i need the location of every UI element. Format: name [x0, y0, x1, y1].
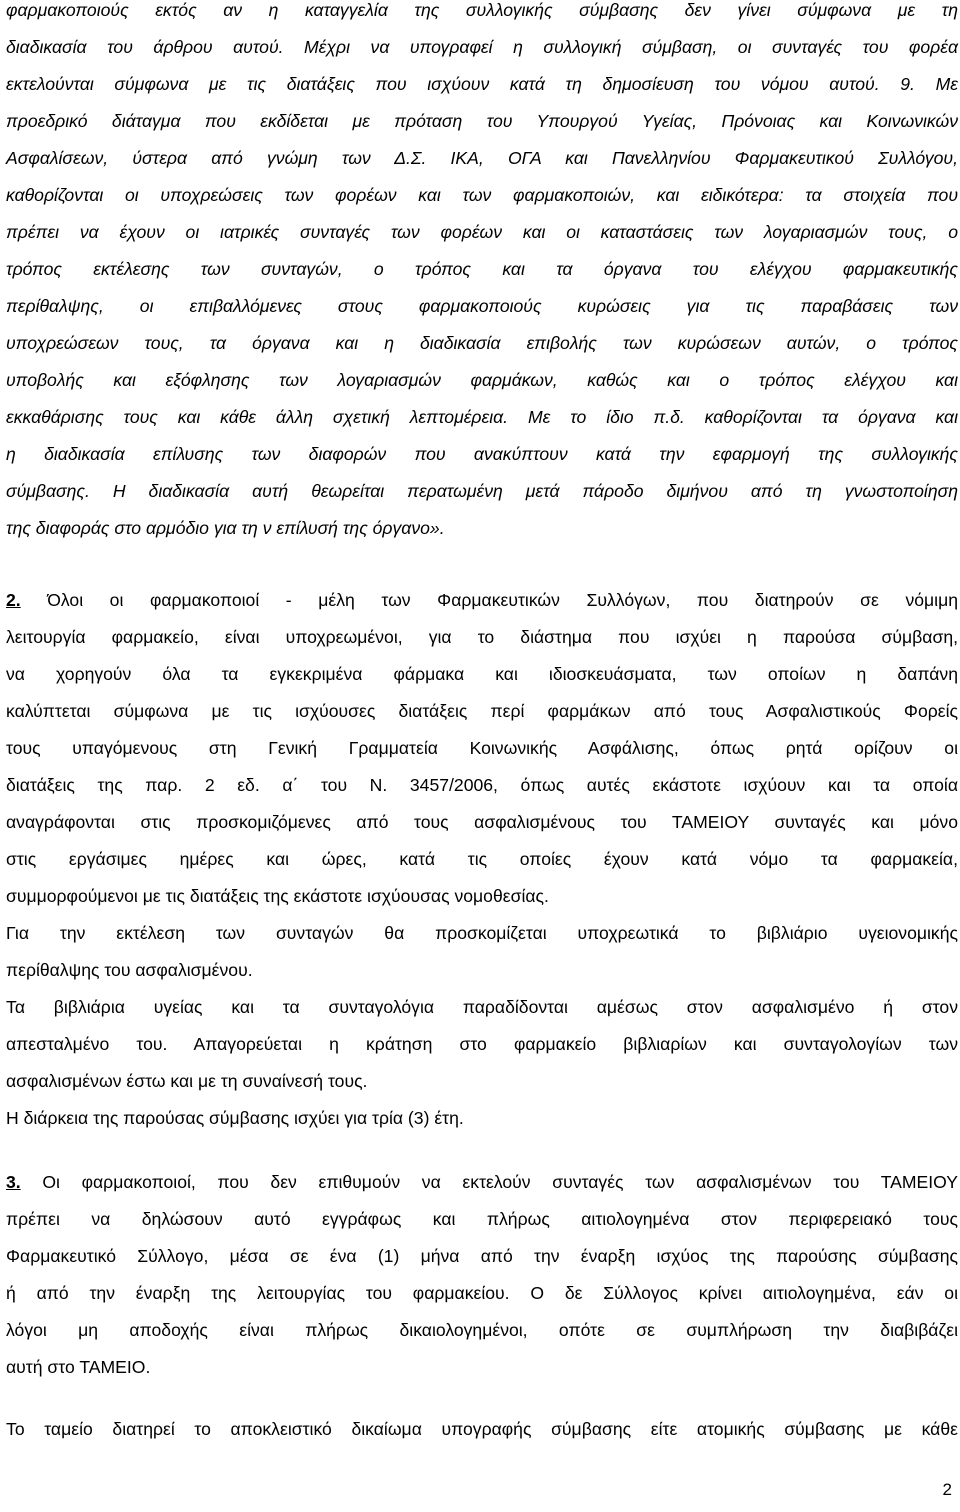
text-line: [6, 1164, 958, 1201]
text-line: συμμορφούμενοι με τις διατάξεις της εκάστοτε ισχύουσας νομοθεσίας.: [6, 886, 549, 906]
text-line: διατάξεις της παρ. 2 εδ. α΄ του Ν. 3457/2006, όπως αυτές εκάστοτε ισχύουν και τα οποία: [6, 775, 958, 795]
text-line: αναγράφονται στις προσκομιζόμενες από τους ασφαλισμένους του ΤΑΜΕΙΟΥ συνταγές και μόνο: [6, 812, 958, 832]
text-line: της διαφοράς στο αρμόδιο για τη ν επίλυσή της όργανο».: [6, 518, 445, 538]
text-line: Τα βιβλιάρια υγείας και τα συνταγολόγια παραδίδονται αμέσως στον ασφαλισμένο ή στον: [6, 997, 958, 1017]
text-line: στις εργάσιμες ημέρες και ώρες, κατά τις οποίες έχουν κατά νόμο τα φαρμακεία,: [6, 849, 958, 869]
text-line-content: Οι φαρμακοποιοί, που δεν επιθυμούν να εκτελούν συνταγές των ασφαλισμένων του ΤΑΜΕΙΟΥ: [20, 1172, 958, 1192]
text-line: φαρμακοποιούς εκτός αν η καταγγελία της συλλογικής σύμβασης δεν γίνει σύμφωνα με τη: [6, 0, 958, 20]
text-line: λειτουργία φαρμακείο, είναι υποχρεωμένοι, για το διάστημα που ισχύει η παρούσα σύμβαση,: [6, 627, 958, 647]
paragraph-block-3: [6, 1164, 958, 1386]
text-line: υποχρεώσεων τους, τα όργανα και η διαδικασία επιβολής των κυρώσεων αυτών, ο τρόπος: [6, 333, 958, 353]
text-line-content: Όλοι οι φαρμακοποιοί - μέλη των Φαρμακευτικών Συλλόγων, που διατηρούν σε νόμιμη: [20, 590, 958, 610]
text-line: περίθαλψης, οι επιβαλλόμενες στους φαρμακοποιούς κυρώσεις για τις παραβάσεις των: [6, 296, 958, 316]
text-line: πρέπει να έχουν οι ιατρικές συνταγές των φορέων και οι καταστάσεις των λογαριασμών τους, ο: [6, 222, 958, 242]
section-number: 2.: [6, 590, 21, 610]
text-line: Το ταμείο διατηρεί το αποκλειστικό δικαίωμα υπογραφής σύμβασης είτε ατομικής σύμβασης με κάθε: [6, 1419, 958, 1439]
text-line: να χορηγούν όλα τα εγκεκριμένα φάρμακα και ιδιοσκευάσματα, των οποίων η δαπάνη: [6, 664, 958, 684]
text-line: υποβολής και εξόφλησης των λογαριασμών φαρμάκων, καθώς και ο τρόπος ελέγχου και: [6, 370, 958, 390]
text-line: [6, 582, 958, 619]
text-line: καλύπτεται σύμφωνα με τις ισχύουσες διατάξεις περί φαρμάκων από τους Ασφαλιστικούς Φορείς: [6, 701, 958, 721]
text-line: τους υπαγόμενους στη Γενική Γραμματεία Κοινωνικής Ασφάλισης, όπως ρητά ορίζουν οι: [6, 738, 958, 758]
page-number: 2: [942, 1480, 952, 1499]
text-line: Για την εκτέλεση των συνταγών θα προσκομίζεται υποχρεωτικά το βιβλιάριο υγειονομικής: [6, 923, 958, 943]
text-line: η διαδικασία επίλυσης των διαφορών που ανακύπτουν κατά την εφαρμογή της συλλογικής: [6, 444, 958, 464]
text-line: πρέπει να δηλώσουν αυτό εγγράφως και πλήρως αιτιολογημένα στον περιφερειακό τους: [6, 1209, 958, 1229]
section-number: 3.: [6, 1172, 21, 1192]
paragraph-block-1: [6, 0, 958, 547]
text-line: Φαρμακευτικό Σύλλογο, μέσα σε ένα (1) μήνα από την έναρξη ισχύος της παρούσης σύμβασης: [6, 1246, 958, 1266]
text-line: σύμβασης. Η διαδικασία αυτή θεωρείται περατωμένη μετά πάροδο διμήνου από τη γνωστοποίηση: [6, 481, 958, 501]
text-line: προεδρικό διάταγμα που εκδίδεται με πρόταση του Υπουργού Υγείας, Πρόνοιας και Κοινωνικών: [6, 111, 958, 131]
text-line: απεσταλμένο του. Απαγορεύεται η κράτηση στο φαρμακείο βιβλιαρίων και συνταγολογίων των: [6, 1034, 958, 1054]
text-line: εκκαθάρισης τους και κάθε άλλη σχετική λεπτομέρεια. Με το ίδιο π.δ. καθορίζονται τα όργανα και: [6, 407, 958, 427]
text-line: ή από την έναρξη της λειτουργίας του φαρμακείου. Ο δε Σύλλογος κρίνει αιτιολογημένα, εάν οι: [6, 1283, 958, 1303]
text-line: διαδικασία του άρθρου αυτού. Μέχρι να υπογραφεί η συλλογική σύμβαση, οι συνταγές του φορέα: [6, 37, 958, 57]
text-line: εκτελούνται σύμφωνα με τις διατάξεις που ισχύουν κατά τη δημοσίευση του νόμου αυτού. 9. Με: [6, 74, 958, 94]
text-line: λόγοι μη αποδοχής είναι πλήρως δικαιολογημένοι, οπότε σε συμπλήρωση την διαβιβάζει: [6, 1320, 958, 1340]
paragraph-block-4: [6, 1411, 958, 1448]
text-line: τρόπος εκτέλεσης των συνταγών, ο τρόπος και τα όργανα του ελέγχου φαρμακευτικής: [6, 259, 958, 279]
paragraph-block-2: [6, 582, 958, 1137]
text-line: καθορίζονται οι υποχρεώσεις των φορέων και των φαρμακοποιών, και ειδικότερα: τα στοιχεία που: [6, 185, 958, 205]
text-line: περίθαλψης του ασφαλισμένου.: [6, 960, 253, 980]
text-line: αυτή στο ΤΑΜΕΙΟ.: [6, 1357, 151, 1377]
text-line: Η διάρκεια της παρούσας σύμβασης ισχύει για τρία (3) έτη.: [6, 1108, 464, 1128]
text-line: Ασφαλίσεων, ύστερα από γνώμη των Δ.Σ. ΙΚΑ, ΟΓΑ και Πανελληνίου Φαρμακευτικού Συλλόγου,: [6, 148, 958, 168]
text-line: ασφαλισμένων έστω και με τη συναίνεσή τους.: [6, 1071, 368, 1091]
